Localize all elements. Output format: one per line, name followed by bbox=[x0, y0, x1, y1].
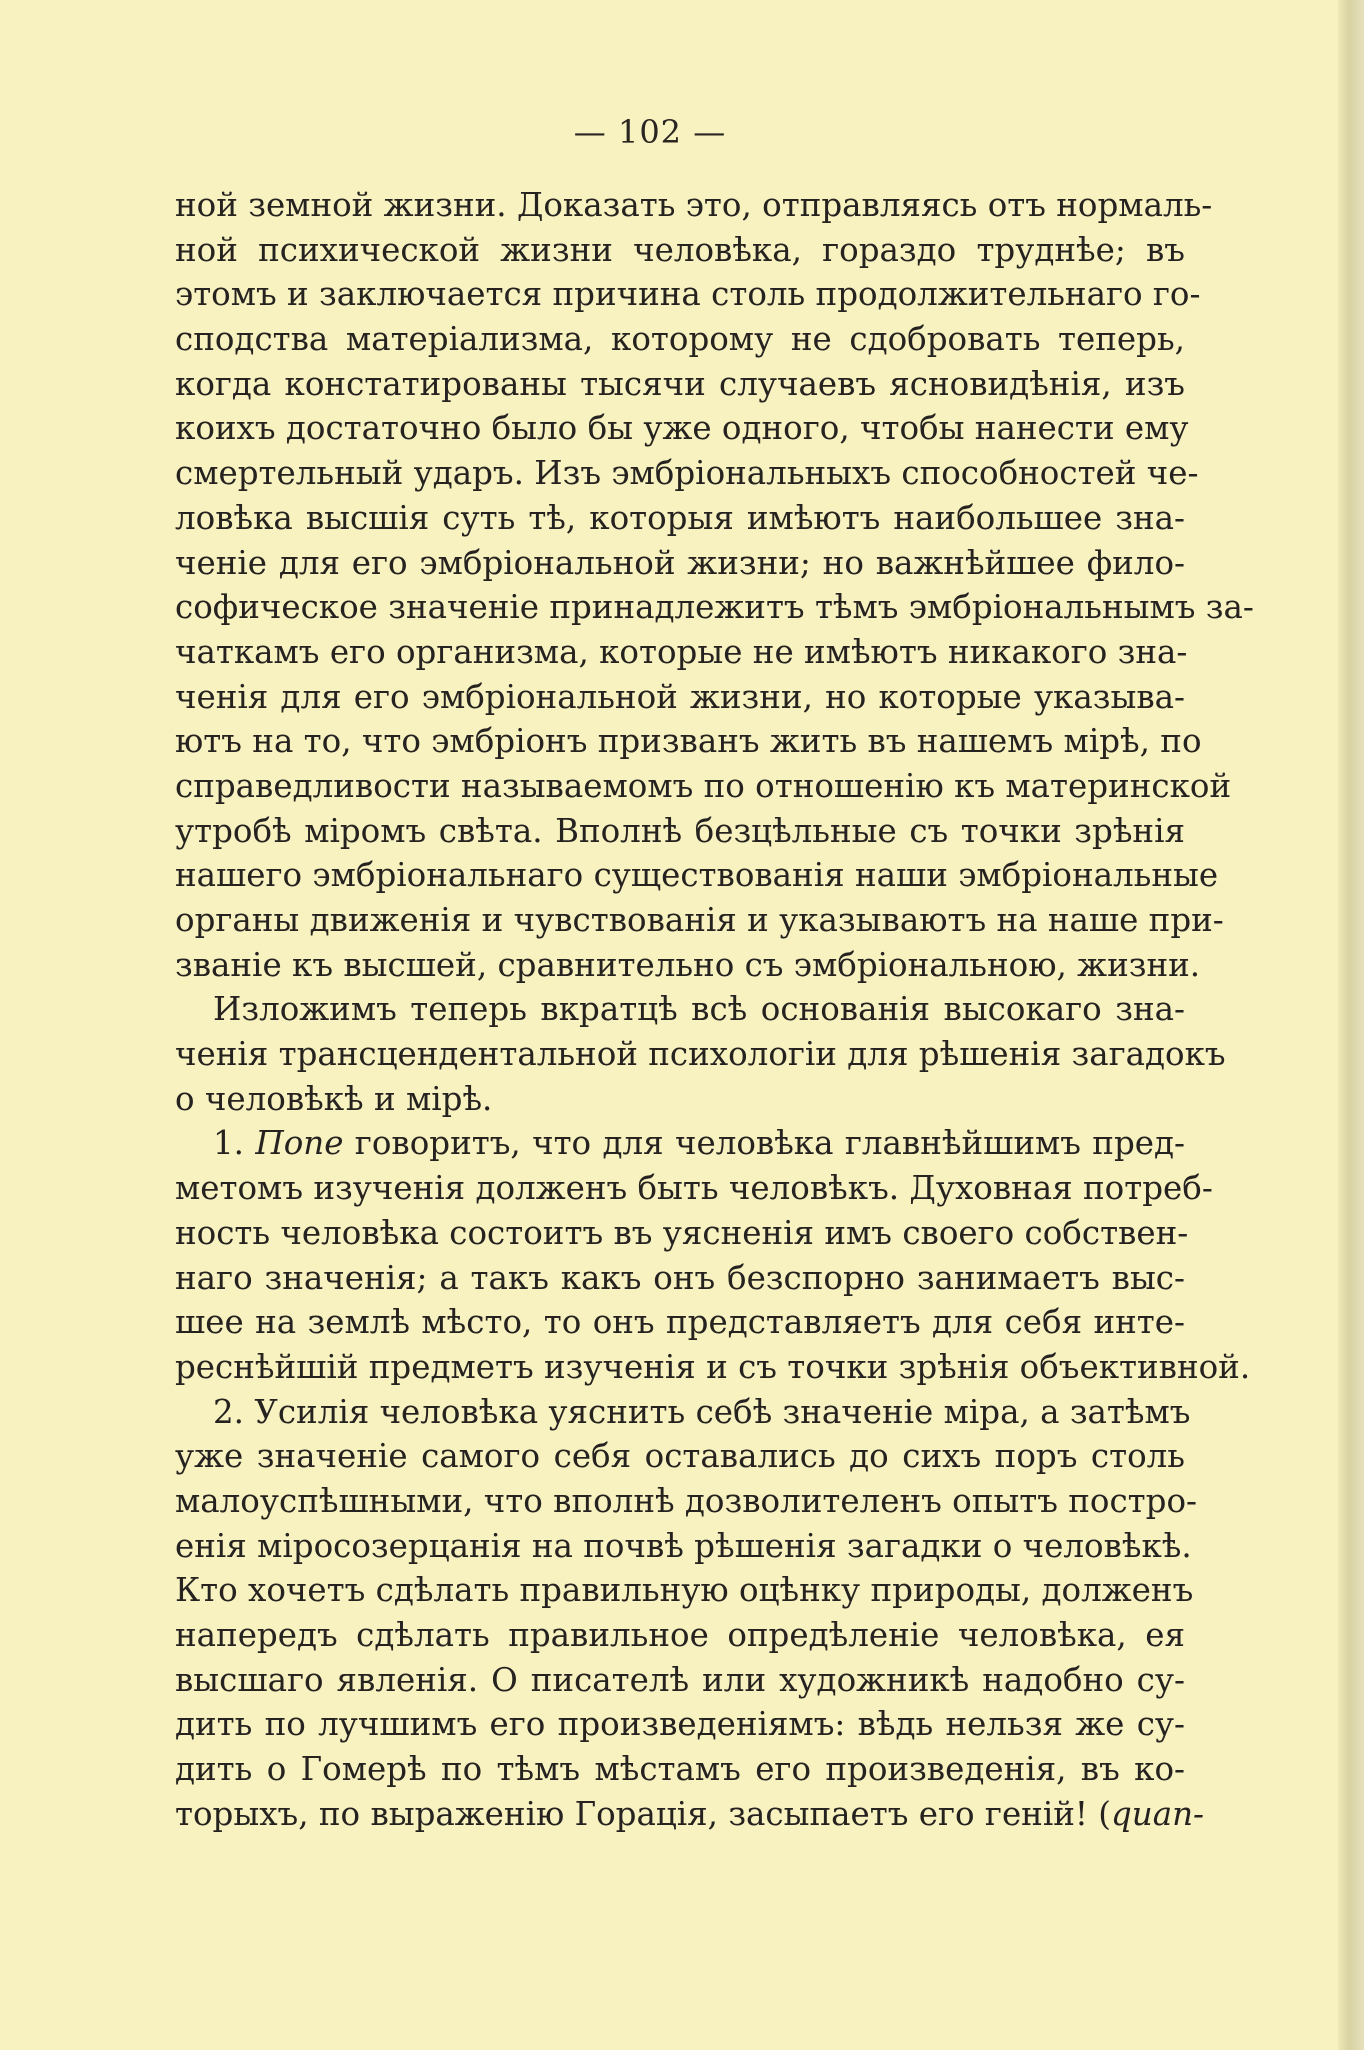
text-segment: ченія для его эмбріональной жизни, но которые указыва- bbox=[175, 677, 1185, 716]
text-segment: говоритъ, что для человѣка главнѣйшимъ пред- bbox=[343, 1124, 1185, 1163]
text-segment: высшаго явленія. О писателѣ или художникѣ надобно су- bbox=[175, 1660, 1185, 1699]
text-segment: ченіе для его эмбріональной жизни; но важнѣйшее фило- bbox=[175, 543, 1185, 582]
text-segment: званіе къ высшей, сравнительно съ эмбріональною, жизни. bbox=[175, 945, 1201, 984]
text-line bbox=[175, 451, 1199, 496]
text-line bbox=[175, 1479, 1198, 1524]
text-segment: когда констатированы тысячи случаевъ ясновидѣнія, изъ bbox=[175, 364, 1185, 403]
text-line bbox=[175, 1077, 1185, 1122]
text-segment: ной психической жизни человѣка, гораздо труднѣе; въ bbox=[175, 230, 1185, 269]
text-segment: дить по лучшимъ его произведеніямъ: вѣдь нельзя же су- bbox=[175, 1705, 1185, 1744]
text-segment: органы движенія и чувствованія и указываютъ на наше при- bbox=[175, 901, 1224, 939]
text-line bbox=[175, 541, 1185, 586]
text-segment: о человѣкѣ и мірѣ. bbox=[175, 1079, 493, 1118]
text-line bbox=[175, 987, 1185, 1032]
text-line bbox=[175, 228, 1185, 273]
text-segment: ченія трансцендентальной психологіи для рѣшенія загадокъ bbox=[175, 1035, 1226, 1074]
text-segment: ютъ на то, что эмбріонъ призванъ жить въ нашемъ мірѣ, по bbox=[175, 722, 1202, 761]
text-line bbox=[175, 1658, 1185, 1703]
text-line bbox=[175, 675, 1185, 720]
paragraph bbox=[175, 987, 1226, 1121]
body-text bbox=[175, 183, 1254, 1836]
paragraph bbox=[175, 183, 1254, 987]
text-line bbox=[175, 1256, 1185, 1301]
text-segment: наго значенія; а такъ какъ онъ безспорно занимаетъ выс- bbox=[175, 1258, 1185, 1297]
paragraph bbox=[175, 1390, 1204, 1837]
text-segment: коихъ достаточно было бы уже одного, чтобы нанести ему bbox=[175, 409, 1189, 448]
text-line bbox=[175, 1613, 1185, 1658]
text-line bbox=[175, 1390, 1191, 1435]
text-line bbox=[175, 1121, 1185, 1166]
text-segment: софическое значеніе принадлежитъ тѣмъ эмбріональнымъ за- bbox=[175, 588, 1254, 627]
paragraph bbox=[175, 1121, 1251, 1389]
text-line bbox=[175, 272, 1201, 317]
text-segment: ловѣка высшія суть тѣ, которыя имѣютъ наибольшее зна- bbox=[175, 498, 1185, 537]
text-line bbox=[175, 1524, 1192, 1569]
text-line bbox=[175, 362, 1185, 407]
emphasized-text: Попе bbox=[255, 1124, 344, 1163]
text-segment: 1. bbox=[213, 1124, 256, 1163]
text-line bbox=[175, 1032, 1226, 1077]
text-segment: 2. Усилія человѣка уяснить себѣ значеніе міра, а затѣмъ bbox=[213, 1392, 1191, 1431]
text-segment: сподства матеріализма, которому не сдобровать теперь, bbox=[175, 320, 1185, 359]
text-segment: реснѣйшій предметъ изученія и съ точки зрѣнія объективной. bbox=[175, 1347, 1251, 1386]
text-segment: шее на землѣ мѣсто, то онъ представляетъ для себя инте- bbox=[175, 1303, 1185, 1342]
text-segment: ной земной жизни. Доказать это, отправляясь отъ нормаль- bbox=[175, 186, 1213, 224]
text-line bbox=[175, 317, 1185, 362]
text-line bbox=[175, 585, 1254, 630]
text-line bbox=[175, 898, 1224, 943]
text-line bbox=[175, 1747, 1185, 1792]
text-segment: этомъ и заключается причина столь продолжительнаго го- bbox=[175, 275, 1201, 314]
text-segment: Кто хочетъ сдѣлать правильную оцѣнку природы, долженъ bbox=[175, 1571, 1194, 1610]
text-line bbox=[175, 1434, 1185, 1479]
text-segment: уже значеніе самого себя оставались до сихъ поръ столь bbox=[175, 1437, 1185, 1476]
text-segment: смертельный ударъ. Изъ эмбріональныхъ способностей че- bbox=[175, 454, 1199, 493]
text-line bbox=[175, 1211, 1189, 1256]
text-segment: напередъ сдѣлать правильное опредѣленіе человѣка, ея bbox=[175, 1616, 1185, 1654]
text-segment: утробѣ міромъ свѣта. Вполнѣ безцѣльные съ точки зрѣнія bbox=[175, 811, 1185, 850]
page-number: — 102 — bbox=[573, 113, 727, 151]
emphasized-text: quan- bbox=[1110, 1794, 1204, 1833]
text-line bbox=[175, 1345, 1251, 1390]
text-segment: малоуспѣшными, что вполнѣ дозволителенъ опытъ постро- bbox=[175, 1481, 1198, 1520]
text-line bbox=[175, 719, 1202, 764]
text-line bbox=[175, 1300, 1185, 1345]
text-line bbox=[175, 496, 1185, 541]
text-line bbox=[175, 809, 1185, 854]
text-line bbox=[175, 1568, 1194, 1613]
text-segment: нашего эмбріональнаго существованія наши эмбріональные bbox=[175, 856, 1219, 895]
text-line bbox=[175, 764, 1232, 809]
text-line bbox=[175, 853, 1219, 898]
text-line bbox=[175, 1166, 1213, 1211]
text-line bbox=[175, 630, 1188, 675]
text-segment: Изложимъ теперь вкратцѣ всѣ основанія высокаго зна- bbox=[213, 990, 1185, 1029]
text-segment: дить о Гомерѣ по тѣмъ мѣстамъ его произведенія, въ ко- bbox=[175, 1750, 1185, 1789]
text-segment: ность человѣка состоитъ въ уясненія имъ своего собствен- bbox=[175, 1213, 1189, 1252]
text-segment: чаткамъ его организма, которые не имѣютъ никакого зна- bbox=[175, 632, 1188, 671]
text-line bbox=[175, 1792, 1204, 1837]
text-segment: метомъ изученія долженъ быть человѣкъ. Духовная потреб- bbox=[175, 1169, 1213, 1208]
text-line bbox=[175, 943, 1201, 988]
text-segment: торыхъ, по выраженію Горація, засыпаетъ его геній! ( bbox=[175, 1794, 1111, 1833]
text-line bbox=[175, 183, 1213, 228]
text-segment: справедливости называемомъ по отношенію къ материнской bbox=[175, 766, 1232, 805]
text-line bbox=[175, 1702, 1185, 1747]
scan-edge-shadow bbox=[1338, 0, 1364, 2050]
text-segment: енія міросозерцанія на почвѣ рѣшенія загадки о человѣкѣ. bbox=[175, 1526, 1192, 1565]
text-line bbox=[175, 406, 1189, 451]
